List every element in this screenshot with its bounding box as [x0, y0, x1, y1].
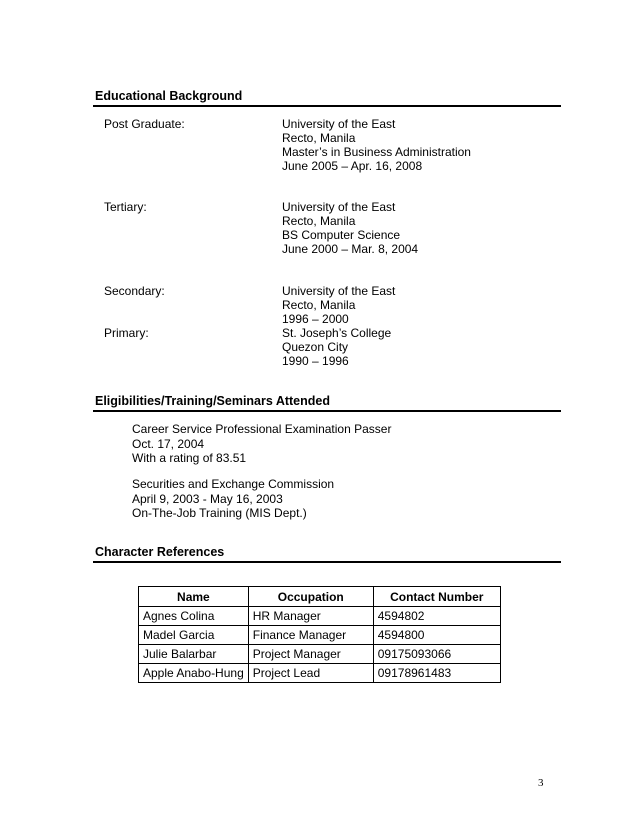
education-line: University of the East [282, 284, 396, 298]
section-heading-education: Educational Background [95, 89, 243, 103]
section-rule [93, 561, 561, 563]
education-line: June 2000 – Mar. 8, 2004 [282, 242, 419, 256]
education-details [282, 326, 391, 368]
table-row [139, 664, 501, 683]
education-line: Quezon City [282, 340, 349, 354]
eligibility-line: Securities and Exchange Commission [132, 477, 335, 491]
eligibility-line: Oct. 17, 2004 [132, 436, 205, 451]
eligibility-line: April 9, 2003 - May 16, 2003 [132, 491, 283, 506]
education-line: 1996 – 2000 [282, 312, 349, 326]
table-cell: 09175093066 [373, 645, 500, 664]
table-cell: Julie Balarbar [139, 645, 249, 664]
table-cell: Project Lead [248, 664, 373, 683]
column-header-contact: Contact Number [373, 587, 500, 607]
eligibility-line: With a rating of 83.51 [132, 451, 247, 465]
education-line: University of the East [282, 117, 396, 131]
education-line: Recto, Manila [282, 298, 356, 312]
section-rule [93, 410, 561, 412]
education-line: Recto, Manila [282, 214, 356, 228]
education-label: Post Graduate: [104, 117, 185, 131]
eligibility-line: Career Service Professional Examination Passer [132, 422, 392, 436]
table-cell: 4594800 [373, 626, 500, 645]
table-cell: Agnes Colina [139, 607, 249, 626]
table-row [139, 645, 501, 664]
section-heading-references: Character References [95, 545, 225, 559]
table-cell: 4594802 [373, 607, 500, 626]
education-details [282, 200, 418, 256]
education-line: St. Joseph’s College [282, 326, 392, 340]
page-number: 3 [538, 777, 544, 789]
education-line: Recto, Manila [282, 131, 356, 145]
education-line: University of the East [282, 200, 396, 214]
eligibility-line: On-The-Job Training (MIS Dept.) [132, 506, 307, 520]
table-cell: Project Manager [248, 645, 373, 664]
section-rule [93, 105, 561, 107]
education-line: BS Computer Science [282, 228, 401, 242]
education-details [282, 117, 471, 173]
table-cell: Apple Anabo-Hung [139, 664, 249, 683]
education-line: Master’s in Business Administration [282, 145, 471, 159]
table-row [139, 607, 501, 626]
table-cell: HR Manager [248, 607, 373, 626]
table-cell: Madel Garcia [139, 626, 249, 645]
education-line: 1990 – 1996 [282, 354, 349, 368]
column-header-occupation: Occupation [248, 587, 373, 607]
section-heading-eligibilities: Eligibilities/Training/Seminars Attended [95, 394, 330, 408]
table-header-row [139, 587, 501, 607]
table-cell: 09178961483 [373, 664, 500, 683]
eligibility-item [132, 422, 391, 466]
education-label: Tertiary: [104, 200, 147, 214]
references-table [138, 586, 501, 683]
education-line: June 2005 – Apr. 16, 2008 [282, 159, 423, 173]
education-label: Secondary: [104, 284, 165, 298]
column-header-name: Name [139, 587, 249, 607]
table-cell: Finance Manager [248, 626, 373, 645]
education-details [282, 284, 395, 326]
table-row [139, 626, 501, 645]
education-label: Primary: [104, 326, 149, 340]
eligibility-item [132, 477, 334, 521]
